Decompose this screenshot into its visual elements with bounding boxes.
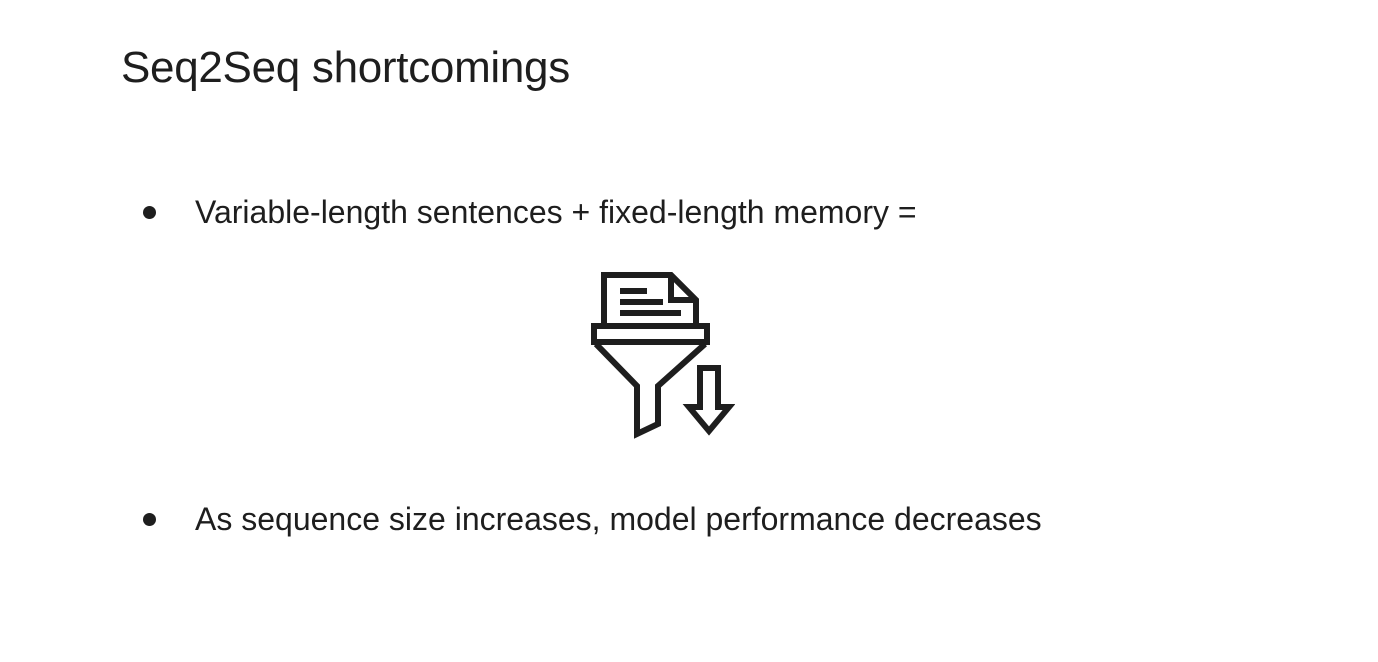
bullet-text: Variable-length sentences + fixed-length memory = [195,194,917,230]
document-funnel-icon [585,268,735,443]
bullet-item-performance [143,497,1042,541]
slide-title: Seq2Seq shortcomings [121,43,570,92]
bullet-text: As sequence size increases, model performance decreases [195,501,1042,537]
bullet-dot [143,513,156,526]
bullet-dot [143,206,156,219]
bullet-item-memory [143,190,917,234]
